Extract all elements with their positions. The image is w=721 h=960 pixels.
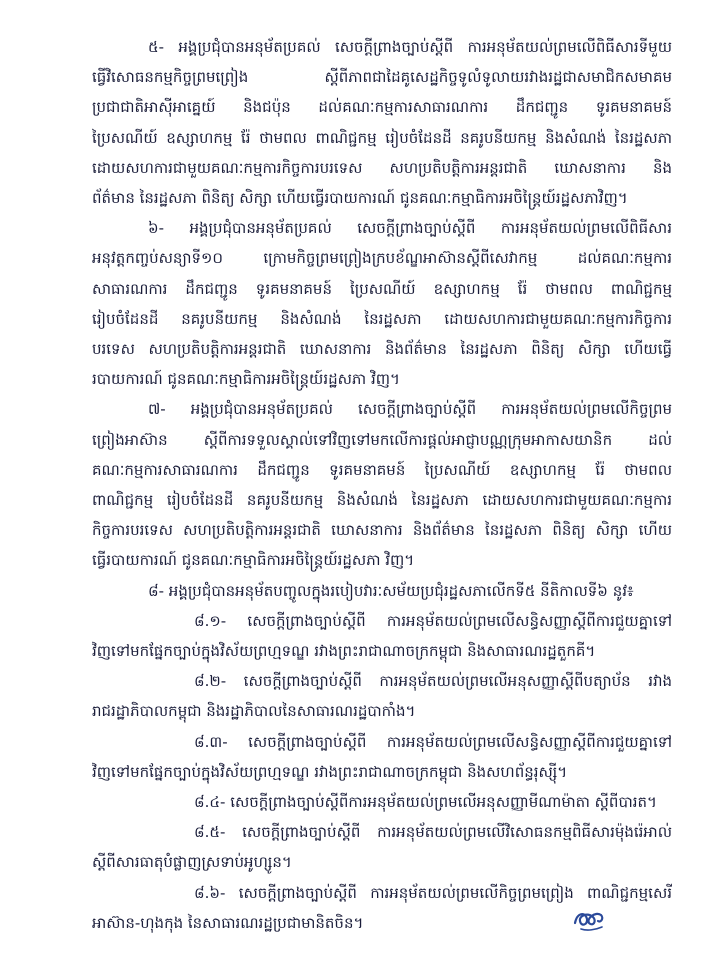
text-line: សាធារណការ ដឹកជញ្ជូន ទូរគមនាគមន៍ ប្រៃសណីយ៍ ឧស្សាហកម្ម រ៉ែ ថាមពល ពាណិជ្ជកម្ម — [92, 279, 672, 298]
paragraph-item-7 — [92, 394, 672, 575]
text-line: ៨.៥- សេចក្ដីព្រាងច្បាប់ស្ដីពី ការអនុម័តយល់ព្រមលើវិសោធនកម្មពិធីសារម៉ុងរ៉េអាល់ — [194, 823, 672, 842]
text-line: ៥- អង្គប្រជុំបានអនុម័តប្រគល់ សេចក្ដីព្រាងច្បាប់ស្ដីពី ការអនុម័តយល់ព្រមលើពិធីសារទីមួយ — [148, 38, 672, 56]
document-body — [92, 32, 672, 938]
text-line: ព្រៀងអាស៊ាន ស្ដីពីការទទួលស្គាល់ទៅវិញទៅមកលើការផ្ដល់អាជ្ញាបណ្ណក្រុមអាកាសយានិក ដល់ — [92, 430, 672, 449]
text-line: ពាណិជ្ជកម្ម រៀបចំដែនដី នគរូបនីយកម្ម និងសំណង់ នៃរដ្ឋសភា ដោយសហការជាមួយគណៈកម្មការ — [92, 491, 672, 510]
paragraph-item-8-3 — [92, 727, 672, 787]
text-line: អនុវត្តកញ្ចប់សន្យាទី១០ ក្រោមកិច្ចព្រមព្រៀងក្របខ័ណ្ឌអាស៊ានស្ដីពីសេវាកម្ម ដល់គណៈកម្មការ — [92, 249, 672, 268]
text-line: ៧- អង្គប្រជុំបានអនុម័តប្រគល់ សេចក្ដីព្រាងច្បាប់ស្ដីពី ការអនុម័តយល់ព្រមលើកិច្ចព្រម — [148, 400, 672, 419]
text-line: ៨.៦- សេចក្ដីព្រាងច្បាប់ស្ដីពី ការអនុម័តយល់ព្រមលើកិច្ចព្រមព្រៀង ពាណិជ្ជកម្មសេរី — [194, 883, 672, 902]
initials-signature-icon — [571, 903, 607, 935]
text-line: ៨.៣- សេចក្ដីព្រាងច្បាប់ស្ដីពី ការអនុម័តយល់ព្រមលើសន្ធិសញ្ញាស្ដីពីការជួយគ្នាទៅ — [194, 732, 672, 751]
text-line: កិច្ចការបរទេស សហប្រតិបត្តិការអន្តរជាតិ ឃោសនាការ និងព័ត៌មាន នៃរដ្ឋសភា ពិនិត្យ សិក្សា ហើយ — [92, 521, 672, 540]
paragraph-item-8-5 — [92, 817, 672, 877]
paragraph-item-8-4 — [92, 787, 672, 817]
text-line: វិញទៅមកផ្នែកច្បាប់ក្នុងវិស័យព្រហ្មទណ្ឌ រវាងព្រះរាជាណាចក្រកម្ពុជា និងសហព័ន្ធរុស្ស៊ី។ — [92, 762, 568, 781]
text-line: ដោយសហការជាមួយគណៈកម្មការកិច្ចការបរទេស សហប្រតិបត្តិការអន្តរជាតិ ឃោសនាការ និង — [92, 158, 672, 177]
text-line: ៦- អង្គប្រជុំបានអនុម័តប្រគល់ សេចក្ដីព្រាងច្បាប់ស្ដីពី ការអនុម័តយល់ព្រមលើពិធីសារ — [148, 219, 672, 238]
text-line: រៀបចំដែនដី នគរូបនីយកម្ម និងសំណង់ នៃរដ្ឋសភា ដោយសហការជាមួយគណៈកម្មការកិច្ចការ — [92, 309, 672, 328]
text-line: ៨.៤- សេចក្ដីព្រាងច្បាប់ស្ដីពីការអនុម័តយល់ព្រមលើអនុសញ្ញាមីណាម៉ាតា ស្ដីពីបារត។ — [194, 793, 657, 812]
text-line: ៨- អង្គប្រជុំបានអនុម័តបញ្ចូលក្នុងរបៀបវារៈសម័យប្រជុំរដ្ឋសភាលើកទី៥ នីតិកាលទី៦ នូវ៖ — [148, 581, 634, 600]
text-line: ធ្វើរបាយការណ៍ ជូនគណៈកម្មាធិការអចិន្ត្រៃយ៍រដ្ឋសភា វិញ។ — [92, 551, 415, 570]
text-line: រាជរដ្ឋាភិបាលកម្ពុជា និងរដ្ឋាភិបាលនៃសាធារណរដ្ឋបាកាំង។ — [92, 702, 416, 721]
paragraph-item-5 — [92, 32, 672, 213]
text-line: ព័ត៌មាន នៃរដ្ឋសភា ពិនិត្យ សិក្សា ហើយធ្វើរបាយការណ៍ ជូនគណៈកម្មាធិការអចិន្ត្រៃយ៍រដ្ឋសភាវិញ។ — [92, 189, 628, 208]
text-line: ប្រជាជាតិអាស៊ីអាគ្នេយ៍ និងជប៉ុន ដល់គណៈកម្មការសាធារណការ ដឹកជញ្ជូន ទូរគមនាគមន៍ — [92, 98, 672, 117]
paragraph-item-8-1 — [92, 606, 672, 666]
text-line: ៨.២- សេចក្ដីព្រាងច្បាប់ស្ដីពី ការអនុម័តយល់ព្រមលើអនុសញ្ញាស្ដីពីបត្យាប័ន រវាង — [194, 672, 672, 691]
text-line: បរទេស សហប្រតិបត្តិការអន្តរជាតិ ឃោសនាការ និងព័ត៌មាន នៃរដ្ឋសភា ពិនិត្យ សិក្សា ហើយធ្វើ — [92, 340, 672, 359]
paragraph-item-6 — [92, 213, 672, 394]
text-line: របាយការណ៍ ជូនគណៈកម្មាធិការអចិន្ត្រៃយ៍រដ្ឋសភា វិញ។ — [92, 370, 400, 389]
text-line: គណៈកម្មការសាធារណការ ដឹកជញ្ជូន ទូរគមនាគមន៍ ប្រៃសណីយ៍ ឧស្សាហកម្ម រ៉ែ ថាមពល — [92, 460, 672, 479]
text-line: ស្ដីពីសារធាតុបំផ្លាញស្រទាប់អូហ្សូន។ — [92, 853, 292, 872]
paragraph-item-8 — [92, 576, 672, 606]
text-line: ប្រៃសណីយ៍ ឧស្សាហកម្ម រ៉ែ ថាមពល ពាណិជ្ជកម្ម រៀបចំដែនដី នគរូបនីយកម្ម និងសំណង់ នៃរដ្ឋសភា — [92, 128, 672, 147]
text-line: ធ្វើវិសោធនកម្មកិច្ចព្រមព្រៀង ស្ដីពីភាពជាដៃគូសេដ្ឋកិច្ចទូលំទូលាយរវាងរដ្ឋជាសមាជិកសមាគម — [92, 68, 672, 87]
text-line: អាស៊ាន-ហុងកុង នៃសាធារណរដ្ឋប្រជាមានិតចិន។ — [92, 913, 364, 932]
text-line: វិញទៅមកផ្នែកច្បាប់ក្នុងវិស័យព្រហ្មទណ្ឌ រវាងព្រះរាជាណាចក្រកម្ពុជា និងសាធារណរដ្ឋតួកគី។ — [92, 642, 596, 661]
paragraph-item-8-2 — [92, 666, 672, 726]
text-line: ៨.១- សេចក្ដីព្រាងច្បាប់ស្ដីពី ការអនុម័តយល់ព្រមលើសន្ធិសញ្ញាស្ដីពីការជួយគ្នាទៅ — [194, 611, 672, 630]
